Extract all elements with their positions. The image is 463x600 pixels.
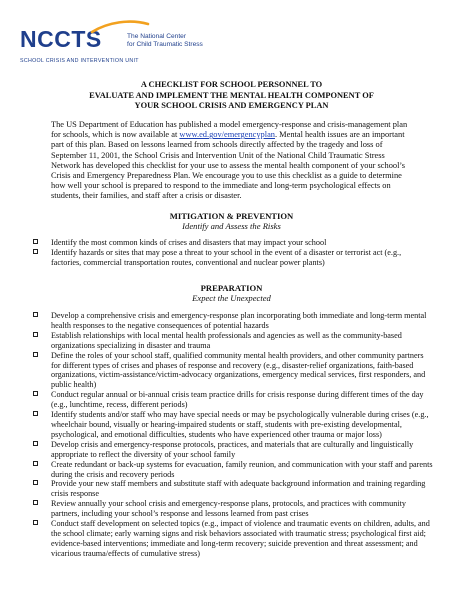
logo-unit-name: SCHOOL CRISIS AND INTERVENTION UNIT [20, 58, 139, 64]
checkbox-icon[interactable] [33, 480, 38, 485]
checklist-item-text: Identify the most common kinds of crises and disasters that may impact your school [51, 238, 327, 247]
checklist-item [33, 331, 433, 351]
intro-text-after-link: . Mental health issues are an important part of this plan. Based on lessons learned from schools directly affected by the tragedy and loss of September 11, 2001, the School Crisis and Intervention Unit of the National Child Traumatic Stress Network has developed this checklist for your use to assess the mental health component of your school’s Crisis and Emergency Preparedness Plan. We encourage you to use this checklist as a guide to determine how well your school is prepared to respond to the immediate and long-term psychological effects on students, their families, and staff after a crisis or disaster. [51, 130, 405, 201]
checklist-item-text: Conduct staff development on selected topics (e.g., impact of violence and traumatic events on children, adults, and the school climate; early warning signs and risk behaviors associated with traumatic stress; psychological first aid; evidence-based interventions; immediate and long-term recovery; suicide prevention and threat assessment; and vicarious trauma/effects of cumulative stress) [51, 519, 430, 558]
checkbox-icon[interactable] [33, 332, 38, 337]
logo-org-line2: for Child Traumatic Stress [127, 40, 203, 48]
checklist-item-text: Identify students and/or staff who may have special needs or may be psychologically vulnerable during crises (e.g., wheelchair bound, visually or hearing-impaired students or staff, students with pre-existing developmental, psychological, and emotional difficulties, students who have experienced other trauma or major loss) [51, 410, 429, 439]
checkbox-icon[interactable] [33, 239, 38, 244]
checkbox-icon[interactable] [33, 461, 38, 466]
preparation-checklist [33, 311, 433, 559]
checklist-item [33, 238, 433, 248]
checklist-item-text: Develop a comprehensive crisis and emergency-response plan incorporating both immediate and long-term mental health responses to the negative consequences of potential hazards [51, 311, 427, 330]
checklist-item [33, 351, 433, 391]
checklist-item [33, 479, 433, 499]
checklist-item [33, 519, 433, 559]
preparation-section-heading [40, 283, 423, 303]
emergency-plan-link[interactable]: www.ed.gov/emergencyplan [179, 130, 275, 140]
checklist-item [33, 311, 433, 331]
checklist-item-text: Conduct regular annual or bi-annual crisis team practice drills for crisis response during different times of the day (e.g., lunchtime, recess, different periods) [51, 390, 424, 410]
logo-acronym: NCCTS [20, 26, 102, 52]
title-line-2: EVALUATE AND IMPLEMENT THE MENTAL HEALTH COMPONENT OF [89, 90, 374, 100]
nccts-logo [20, 20, 260, 68]
checklist-item [33, 460, 433, 480]
title-line-1: A CHECKLIST FOR SCHOOL PERSONNEL TO [140, 80, 323, 89]
mitigation-heading: MITIGATION & PREVENTION [169, 211, 294, 221]
title-line-3: YOUR SCHOOL CRISIS AND EMERGENCY PLAN [134, 101, 329, 110]
mitigation-checklist [33, 238, 433, 268]
checkbox-icon[interactable] [33, 441, 38, 446]
checkbox-icon[interactable] [33, 249, 38, 254]
mitigation-subheading: Identify and Assess the Risks [182, 221, 281, 232]
preparation-subheading: Expect the Unexpected [192, 293, 271, 304]
mitigation-section-heading [40, 211, 423, 231]
logo-org-line1: The National Center [127, 33, 187, 40]
intro-text-before-link: The US Department of Education has published a model emergency-response and crisis-management plan for schools, which is now available at [51, 120, 408, 140]
checkbox-icon[interactable] [33, 312, 38, 317]
preparation-heading: PREPARATION [200, 283, 263, 293]
logo-swoosh-icon [90, 20, 150, 34]
checklist-item-text: Review annually your school crisis and emergency-response plans, protocols, and practices with community partners, including your school’s response and lessons learned from past crises [51, 499, 407, 519]
checklist-item [33, 440, 433, 460]
checkbox-icon[interactable] [33, 520, 38, 525]
checklist-item-text: Identify hazards or sites that may pose a threat to your school in the event of a disaster or terrorist act (e.g., factories, commercial transportation routes, conventional and nuclear power plants) [51, 247, 402, 267]
checkbox-icon[interactable] [33, 411, 38, 416]
checklist-item [33, 410, 433, 440]
checklist-item-text: Provide your new staff members and substitute staff with adequate background information and training regarding crisis response [51, 479, 426, 499]
checklist-item [33, 248, 433, 268]
checklist-item [33, 499, 433, 519]
checklist-item-text: Create redundant or back-up systems for evacuation, family reunion, and communication with your staff and parents during the crisis and recovery periods [51, 459, 433, 479]
logo-org-name [127, 33, 203, 48]
checklist-item-text: Establish relationships with local mental health professionals and agencies as well as the community-based organizations specializing in disaster and trauma [51, 330, 402, 350]
intro-paragraph [51, 120, 411, 202]
checkbox-icon[interactable] [33, 352, 38, 357]
checklist-item [33, 390, 433, 410]
checkbox-icon[interactable] [33, 391, 38, 396]
checklist-item-text: Develop crisis and emergency-response protocols, practices, and materials that are culturally and linguistically appropriate to reflect the diversity of your school family [51, 439, 414, 459]
checklist-item-text: Define the roles of your school staff, qualified community mental health providers, and other community partners for different types of crises and phases of response and recovery (e.g., disaster-relief organizations, faith-based organizations, victim-assistance/victim-advocacy organizations, emergency medical services, first responders, and public health) [51, 350, 426, 390]
document-title [50, 80, 413, 112]
checkbox-icon[interactable] [33, 500, 38, 505]
